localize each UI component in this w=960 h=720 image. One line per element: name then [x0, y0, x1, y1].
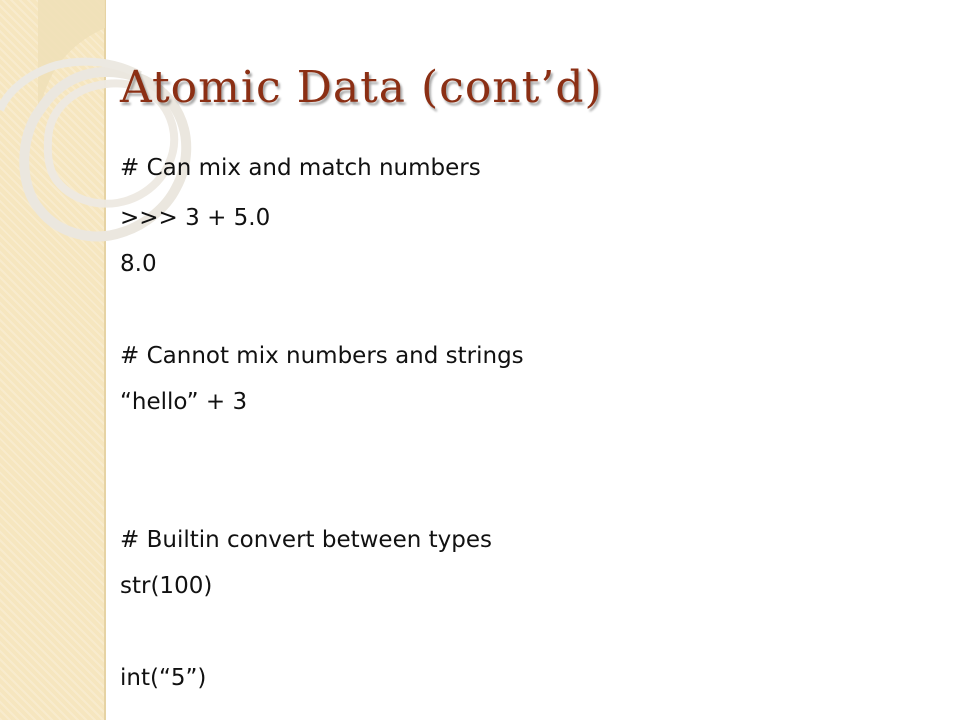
slide-title: Atomic Data (cont’d): [120, 62, 603, 113]
code-string-plus-int: “hello” + 3: [120, 389, 248, 415]
decorative-rings-graphic: [0, 0, 220, 300]
comment-cannot-mix-types: # Cannot mix numbers and strings: [120, 343, 524, 369]
comment-mix-match-numbers: # Can mix and match numbers: [120, 155, 481, 181]
comment-builtin-convert: # Builtin convert between types: [120, 527, 492, 553]
code-add-int-float: >>> 3 + 5.0: [120, 205, 271, 231]
code-result-8-0: 8.0: [120, 251, 157, 277]
code-str-100: str(100): [120, 573, 213, 599]
code-int-5: int(“5”): [120, 665, 207, 691]
